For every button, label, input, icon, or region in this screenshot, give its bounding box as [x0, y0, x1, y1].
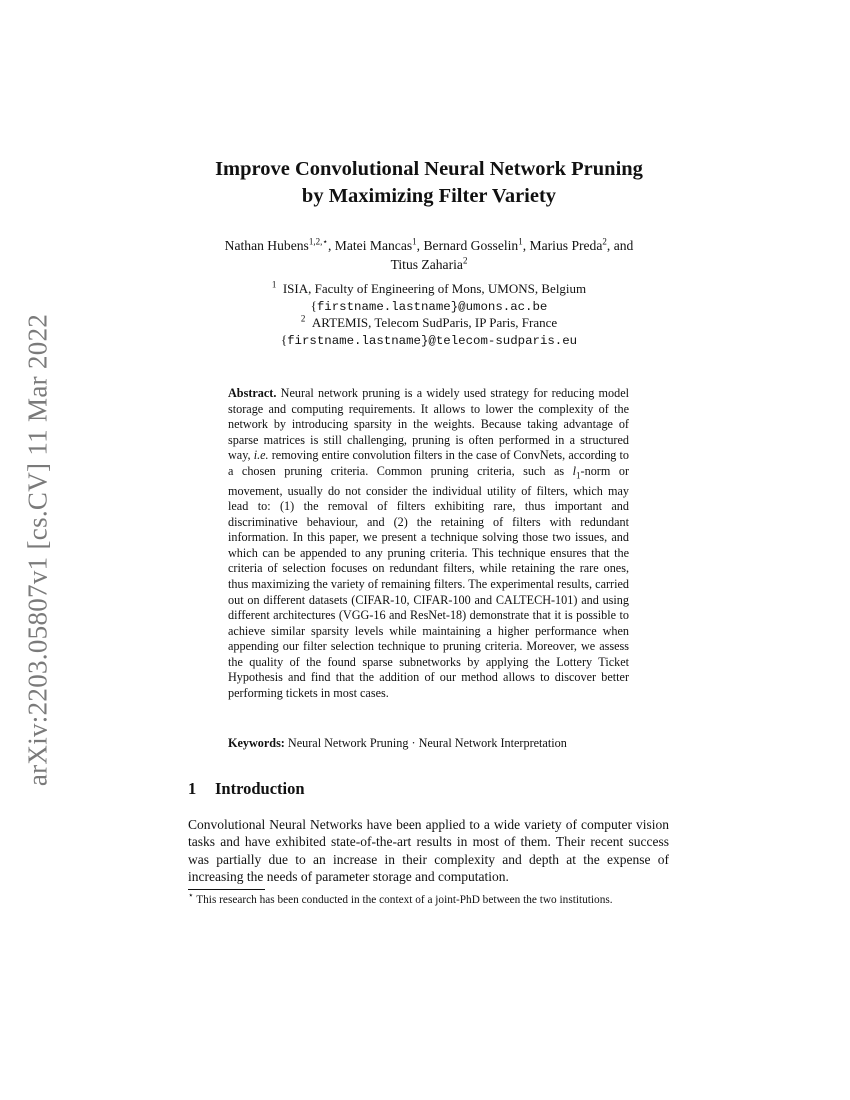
footnote-text: This research has been conducted in the context of a joint-PhD between the two institutions. — [193, 894, 613, 906]
email-user: firstname.lastname — [316, 299, 451, 314]
keywords — [228, 736, 648, 752]
author-affil-mark: 2 — [462, 255, 468, 266]
abstract-text: removing entire convolution filters in the case of ConvNets, according to a chosen pruning criteria. Common pruning criteria, such as — [228, 448, 630, 478]
title-line-1: Improve Convolutional Neural Network Pruning — [215, 158, 643, 180]
author-conjunction: , and — [606, 238, 634, 253]
author-name: Titus Zaharia — [390, 257, 463, 272]
keywords-text: Neural Network Pruning · Neural Network Interpretation — [284, 736, 567, 750]
footnote-mark: ⋆ — [188, 890, 194, 901]
author-affil-mark: 1 — [518, 236, 523, 247]
footnote-rule — [188, 889, 265, 890]
arxiv-stamp — [18, 290, 58, 810]
email-brace: { — [310, 297, 317, 313]
affiliation-number: 1 — [271, 279, 277, 290]
affiliation-number: 2 — [300, 313, 306, 324]
author-name: , Matei Mancas — [327, 238, 413, 253]
affiliation-text: ARTEMIS, Telecom SudParis, IP Paris, France — [311, 315, 558, 330]
author-name: Nathan Hubens — [224, 238, 309, 253]
section-heading — [188, 779, 305, 799]
section-number: 1 — [188, 779, 197, 798]
abstract-label: Abstract. — [228, 386, 277, 400]
email-user: firstname.lastname — [287, 333, 421, 348]
affiliation-1 — [170, 281, 688, 298]
email-1 — [170, 298, 688, 316]
author-affil-mark: 2 — [602, 236, 607, 247]
affiliations — [170, 281, 688, 349]
affiliation-text: ISIA, Faculty of Engineering of Mons, UMONS, Belgium — [282, 281, 587, 296]
email-domain: }@telecom-sudparis.eu — [420, 333, 578, 348]
author-name: , Marius Preda — [522, 238, 603, 253]
arxiv-id: arXiv:2203.05807v1 [cs.CV] 11 Mar 2022 — [22, 313, 53, 787]
abstract-l1-sub: 1 — [576, 470, 581, 481]
keywords-label: Keywords: — [228, 736, 285, 750]
abstract-l1: l — [572, 463, 577, 478]
footnote — [188, 890, 669, 907]
email-brace: { — [280, 331, 288, 347]
section-title: Introduction — [215, 779, 305, 798]
paper-title — [170, 156, 688, 210]
author-list — [170, 236, 688, 274]
abstract — [228, 386, 629, 701]
intro-paragraph: Convolutional Neural Networks have been applied to a wide variety of computer vision tasks and have exhibited state-of-the-art results in most of them. Their recent success was partially due to an increase in their complexity and depth at the expense of increasing the needs of parameter storage and computation. — [188, 817, 669, 884]
author-affil-mark: 1 — [412, 236, 417, 247]
email-domain: }@umons.ac.be — [450, 299, 548, 314]
email-2 — [170, 332, 688, 350]
abstract-ie: i.e. — [253, 448, 269, 463]
abstract-text: Neural network pruning is a widely used strategy for reducing model storage and computing requirements. It allows to lower the complexity of the network by introducing sparsity in the weights. Because taking advantage of sparse matrices is still challenging, pruning is often performed in a structured way, — [228, 386, 629, 463]
author-affil-mark: 1,2,⋆ — [308, 236, 328, 247]
author-name: , Bernard Gosselin — [416, 238, 519, 253]
abstract-text: -norm or movement, usually do not consider the individual utility of filters, which may lead to: (1) the removal of filters exhibiting rare, thus important and discriminative behaviour, and (2) the retaining of filters with redundant information. In this paper, we present a technique solving those two issues, and which can be appended to any pruning criteria. This technique ensures that the criteria of selection focuses on redundant filters, while retaining the rare ones, thus maximizing the variety of remaining filters. The experimental results, carried out on different datasets (CIFAR-10, CIFAR-100 and CALTECH-101) and using different architectures (VGG-16 and ResNet-18) demonstrate that it is possible to achieve similar sparsity levels while maintaining a higher performance when appending our filter selection technique to pruning criteria. Moreover, we assess the quality of the found sparse subnetworks by applying the Lottery Ticket Hypothesis and find that the addition of our method allows to discover better performing tickets in most cases. — [228, 463, 629, 700]
affiliation-2 — [170, 315, 688, 332]
title-line-2: by Maximizing Filter Variety — [301, 185, 557, 207]
